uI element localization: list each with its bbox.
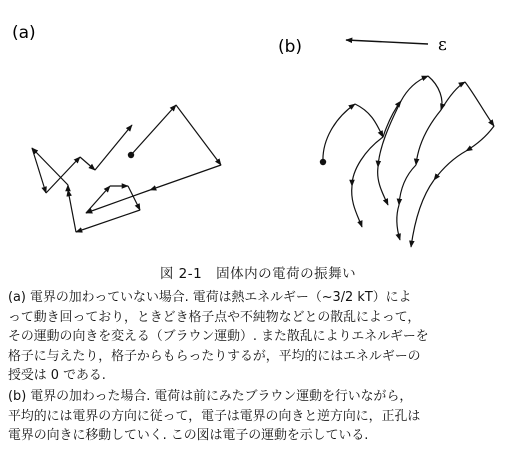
panel-b-label: (b) xyxy=(278,37,303,57)
caption-line: (a) 電界の加わっていない場合. 電荷は熱エネルギー（~3/2 kT）によ xyxy=(8,290,412,305)
caption-line: (b) 電界の加わった場合. 電荷は前にみたブラウン運動を行いながら， xyxy=(8,389,413,404)
caption-line: 平均的には電界の方向に従って，電子は電界の向きと逆方向に，正孔は xyxy=(8,408,421,424)
figure-caption-title: 図 2-1 固体内の電荷の振舞い xyxy=(159,266,357,282)
brownian-path-a xyxy=(32,105,221,232)
caption-paragraph-b xyxy=(8,387,508,446)
caption-line: 格子に与えたり，格子からもらったりするが，平均的にはエネルギーの xyxy=(8,348,421,364)
panel-a-label: (a) xyxy=(12,23,36,43)
caption-line: 電界の向きに移動していく. この図は電子の運動を示している. xyxy=(8,428,369,444)
caption-line: って動き回っており，ときどき格子点や不純物などとの散乱によって， xyxy=(8,309,421,325)
caption-line: 授受は 0 である. xyxy=(8,368,106,384)
caption-line: その運動の向きを変える（ブラウン運動）. また散乱によりエネルギーを xyxy=(8,329,429,345)
electric-field-arrow xyxy=(346,40,428,44)
field-symbol: ε xyxy=(438,35,447,55)
caption-paragraph-a xyxy=(8,288,508,386)
drift-path-b xyxy=(320,76,494,247)
